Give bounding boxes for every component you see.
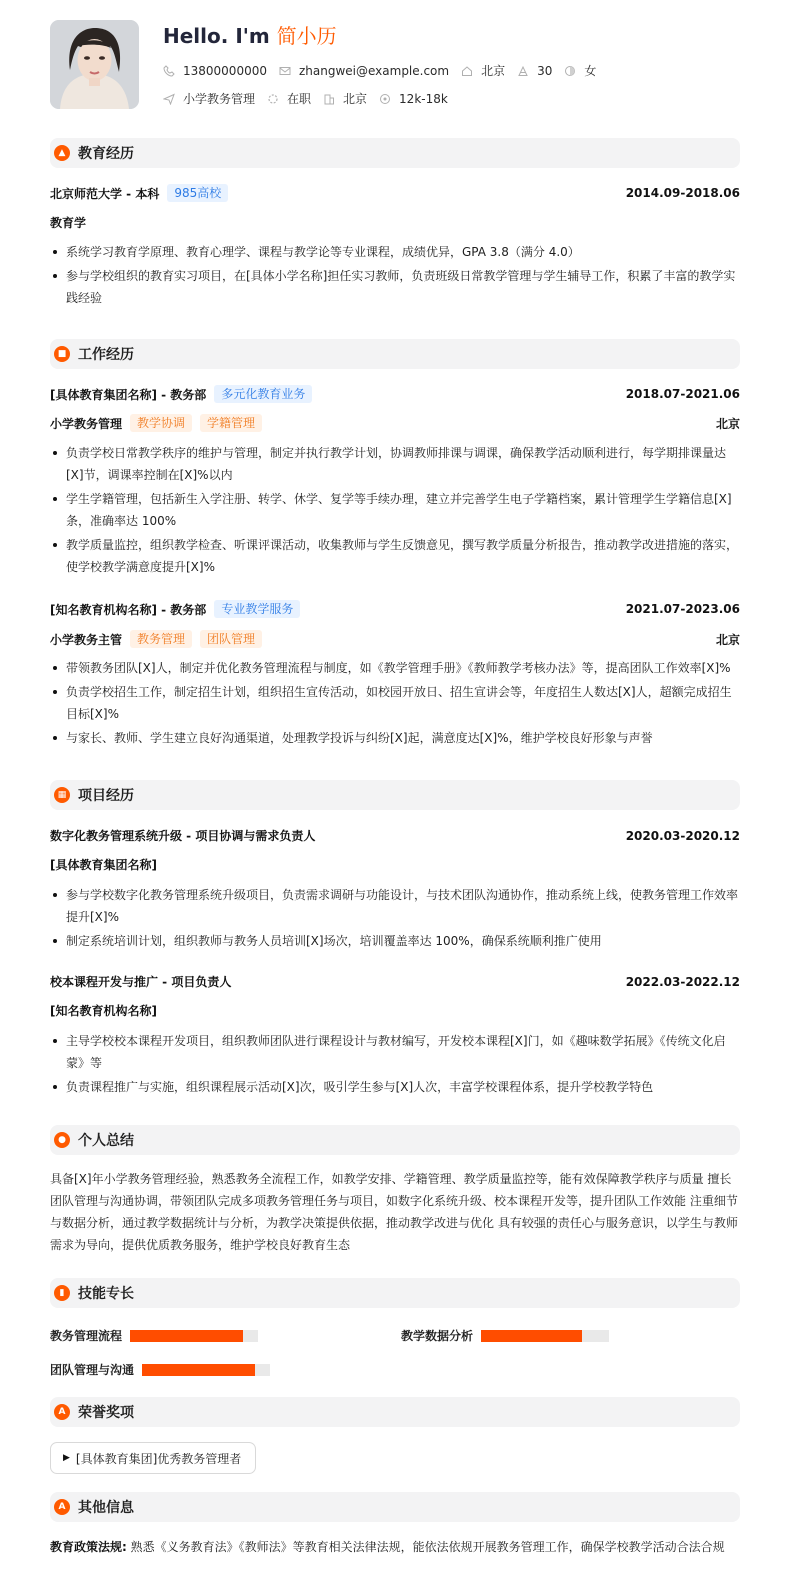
other-info-label: 教育政策法规: bbox=[50, 1540, 127, 1554]
education-bullets bbox=[50, 241, 740, 311]
summary-text: 具备[X]年小学教务管理经验，熟悉教务全流程工作，如教学安排、学籍管理、教学质量监控等，能有效保障教学秩序与质量 擅长团队管理与沟通协调，带领团队完成多项教务管理任务与项目，如数字化系统升级、校本课程开发等，提升团队工作效能 注重细节与数据分析，通过教学数据统计与分析，为教学决策提供依据，推动教学改进与优化 具有较强的责任心与服务意识，以学生与教师需求为导向，提供优质教务服务，维护学校良好教育生态 bbox=[50, 1172, 738, 1252]
list-item: 主导学校校本课程开发项目，组织教师团队进行课程设计与教材编写，开发校本课程[X]门，如《趣味数学拓展》《传统文化启蒙》等 bbox=[50, 1030, 740, 1074]
phone-text: 13800000000 bbox=[183, 63, 267, 78]
avatar bbox=[50, 20, 139, 109]
work-city: 北京 bbox=[715, 632, 740, 647]
school-tag: 985高校 bbox=[167, 184, 228, 202]
project-date: 2020.03-2020.12 bbox=[625, 828, 740, 843]
project-2-header-row bbox=[50, 973, 740, 990]
work-date: 2021.07-2023.06 bbox=[625, 602, 740, 616]
email-item bbox=[279, 64, 449, 78]
list-item: 负责课程推广与实施，组织课程展示活动[X]次，吸引学生参与[X]人次，丰富学校课程体系，提升学校教学特色 bbox=[50, 1076, 740, 1098]
skill-bar bbox=[142, 1364, 270, 1376]
city-text: 北京 bbox=[343, 92, 368, 106]
work-2-title-row bbox=[50, 630, 740, 648]
position-text: 小学教务管理 bbox=[183, 92, 256, 106]
job-title: 小学教务主管 bbox=[50, 632, 123, 647]
skill-name: 团队管理与沟通 bbox=[50, 1363, 135, 1377]
work-1-bullets bbox=[50, 442, 740, 580]
project-2-org-row bbox=[50, 1002, 740, 1019]
section-summary bbox=[50, 1125, 740, 1155]
status-icon bbox=[267, 93, 279, 105]
skill-tag: 团队管理 bbox=[200, 630, 262, 648]
project-date: 2022.03-2022.12 bbox=[625, 974, 740, 989]
email-text: zhangwei@example.com bbox=[298, 63, 450, 78]
skill-name: 教务管理流程 bbox=[50, 1329, 123, 1343]
age-item bbox=[517, 64, 552, 78]
company-name: [知名教育机构名称] - 教务部 bbox=[50, 602, 207, 617]
resume-header bbox=[50, 0, 740, 128]
section-title: 教育经历 bbox=[78, 146, 134, 162]
phone-item bbox=[163, 64, 267, 78]
work-city: 北京 bbox=[715, 416, 740, 431]
section-title: 项目经历 bbox=[78, 788, 134, 804]
project-2-bullets bbox=[50, 1030, 740, 1100]
award-text: [具体教育集团]优秀教务管理者 bbox=[75, 1451, 242, 1466]
project-1-header-row bbox=[50, 827, 740, 844]
section-projects bbox=[50, 780, 740, 810]
section-other bbox=[50, 1492, 740, 1522]
home-icon bbox=[461, 65, 473, 77]
skill-item bbox=[401, 1327, 609, 1344]
age-text: 30 bbox=[537, 63, 553, 78]
avatar-portrait-image bbox=[50, 20, 139, 109]
project-1-bullets bbox=[50, 884, 740, 954]
project-1-org-row bbox=[50, 856, 740, 873]
award-item[interactable] bbox=[50, 1442, 256, 1474]
list-item: 参与学校组织的教育实习项目，在[具体小学名称]担任实习教师，负责班级日常教学管理与学生辅导工作，积累了丰富的教学实践经验 bbox=[50, 265, 740, 309]
education-header-row bbox=[50, 184, 740, 202]
work-1-title-row bbox=[50, 414, 740, 432]
award-icon: A bbox=[54, 1404, 70, 1420]
skill-name: 教学数据分析 bbox=[401, 1329, 474, 1343]
skill-tag: 学籍管理 bbox=[200, 414, 262, 432]
section-title: 荣誉奖项 bbox=[78, 1405, 134, 1421]
list-item: 教学质量监控，组织教学检查、听课评课活动，收集教师与学生反馈意见，撰写教学质量分析报告，推动教学改进措施的落实，使学校教学满意度提升[X]% bbox=[50, 534, 740, 578]
candidate-name: 简小历 bbox=[276, 24, 337, 48]
skill-tag: 教学协调 bbox=[130, 414, 192, 432]
location-item bbox=[461, 62, 505, 79]
list-item: 负责学校日常教学秩序的维护与管理，制定并执行教学计划，协调教师排课与调课，确保教学活动顺利进行，每学期排课量达[X]节，调课率控制在[X]%以内 bbox=[50, 442, 740, 486]
company-tag: 多元化教育业务 bbox=[214, 385, 312, 403]
work-date: 2018.07-2021.06 bbox=[625, 387, 740, 401]
briefcase-icon: ■ bbox=[54, 346, 70, 362]
age-icon bbox=[517, 65, 529, 77]
skill-bar bbox=[481, 1330, 609, 1342]
graduation-cap-icon: ▲ bbox=[54, 145, 70, 161]
position-item bbox=[163, 90, 255, 107]
skill-item bbox=[50, 1327, 258, 1344]
play-triangle-icon: ▶ bbox=[63, 1453, 70, 1463]
section-title: 技能专长 bbox=[78, 1286, 134, 1302]
location-text: 北京 bbox=[481, 64, 506, 78]
major-name: 教育学 bbox=[50, 216, 87, 230]
salary-item bbox=[379, 92, 448, 106]
city-item bbox=[323, 90, 367, 107]
job-intent-row bbox=[163, 90, 460, 107]
salary-icon bbox=[379, 93, 391, 105]
skill-tag: 教务管理 bbox=[130, 630, 192, 648]
building-icon bbox=[323, 93, 335, 105]
work-1-header-row bbox=[50, 385, 740, 403]
skill-bar bbox=[130, 1330, 258, 1342]
section-title: 其他信息 bbox=[78, 1500, 134, 1516]
status-item bbox=[267, 90, 311, 107]
skill-bar-fill bbox=[130, 1330, 243, 1342]
skill-bar-fill bbox=[142, 1364, 255, 1376]
salary-text: 12k-18k bbox=[399, 91, 448, 106]
education-date: 2014.09-2018.06 bbox=[625, 186, 740, 200]
skill-item bbox=[50, 1361, 270, 1378]
list-item: 参与学校数字化教务管理系统升级项目，负责需求调研与功能设计，与技术团队沟通协作，推动系统上线，使教务管理工作效率提升[X]% bbox=[50, 884, 740, 928]
list-item: 与家长、教师、学生建立良好沟通渠道，处理教学投诉与纠纷[X]起，满意度达[X]%，维护学校良好形象与声誉 bbox=[50, 727, 740, 749]
section-education bbox=[50, 138, 740, 168]
list-item: 学生学籍管理，包括新生入学注册、转学、休学、复学等手续办理，建立并完善学生电子学籍档案，累计管理学生学籍信息[X]条，准确率达 100% bbox=[50, 488, 740, 532]
send-icon bbox=[163, 93, 175, 105]
chart-icon: ▮ bbox=[54, 1285, 70, 1301]
job-title: 小学教务管理 bbox=[50, 416, 123, 431]
section-title: 工作经历 bbox=[78, 347, 134, 363]
gender-item bbox=[564, 62, 596, 79]
list-item: 制定系统培训计划，组织教师与教务人员培训[X]场次，培训覆盖率达 100%，确保系统顺利推广使用 bbox=[50, 930, 740, 952]
company-name: [具体教育集团名称] - 教务部 bbox=[50, 387, 207, 402]
work-2-bullets bbox=[50, 657, 740, 751]
project-org: [具体教育集团名称] bbox=[50, 858, 157, 872]
info-icon: A bbox=[54, 1499, 70, 1515]
greeting-title bbox=[163, 20, 337, 49]
work-2-header-row bbox=[50, 600, 740, 618]
contact-row bbox=[163, 62, 608, 79]
company-tag: 专业教学服务 bbox=[214, 600, 300, 618]
phone-icon bbox=[163, 65, 175, 77]
grid-icon: ▦ bbox=[54, 787, 70, 803]
project-name: 数字化教务管理系统升级 - 项目协调与需求负责人 bbox=[50, 829, 316, 843]
section-awards bbox=[50, 1397, 740, 1427]
education-major-row bbox=[50, 214, 740, 231]
school-name: 北京师范大学 - 本科 bbox=[50, 186, 160, 201]
other-info-row bbox=[50, 1536, 740, 1558]
person-icon: ● bbox=[54, 1132, 70, 1148]
greeting-prefix: Hello. I'm bbox=[163, 24, 270, 48]
project-name: 校本课程开发与推广 - 项目负责人 bbox=[50, 975, 232, 989]
list-item: 负责学校招生工作，制定招生计划，组织招生宣传活动，如校园开放日、招生宣讲会等，年度招生人数达[X]人，超额完成招生目标[X]% bbox=[50, 681, 740, 725]
skill-bar-fill bbox=[481, 1330, 582, 1342]
list-item: 系统学习教育学原理、教育心理学、课程与教学论等专业课程，成绩优异，GPA 3.8（满分 4.0） bbox=[50, 241, 740, 263]
section-skills bbox=[50, 1278, 740, 1308]
list-item: 带领教务团队[X]人，制定并优化教务管理流程与制度，如《教学管理手册》《教师教学考核办法》等，提高团队工作效率[X]% bbox=[50, 657, 740, 679]
project-org: [知名教育机构名称] bbox=[50, 1004, 157, 1018]
email-icon bbox=[279, 65, 291, 77]
section-work bbox=[50, 339, 740, 369]
status-text: 在职 bbox=[287, 92, 312, 106]
gender-text: 女 bbox=[584, 64, 597, 78]
other-info-text: 熟悉《义务教育法》《教师法》等教育相关法律法规，能依法依规开展教务管理工作，确保学校教学活动合法合规 bbox=[130, 1540, 725, 1554]
gender-icon bbox=[564, 65, 576, 77]
section-title: 个人总结 bbox=[78, 1133, 134, 1149]
